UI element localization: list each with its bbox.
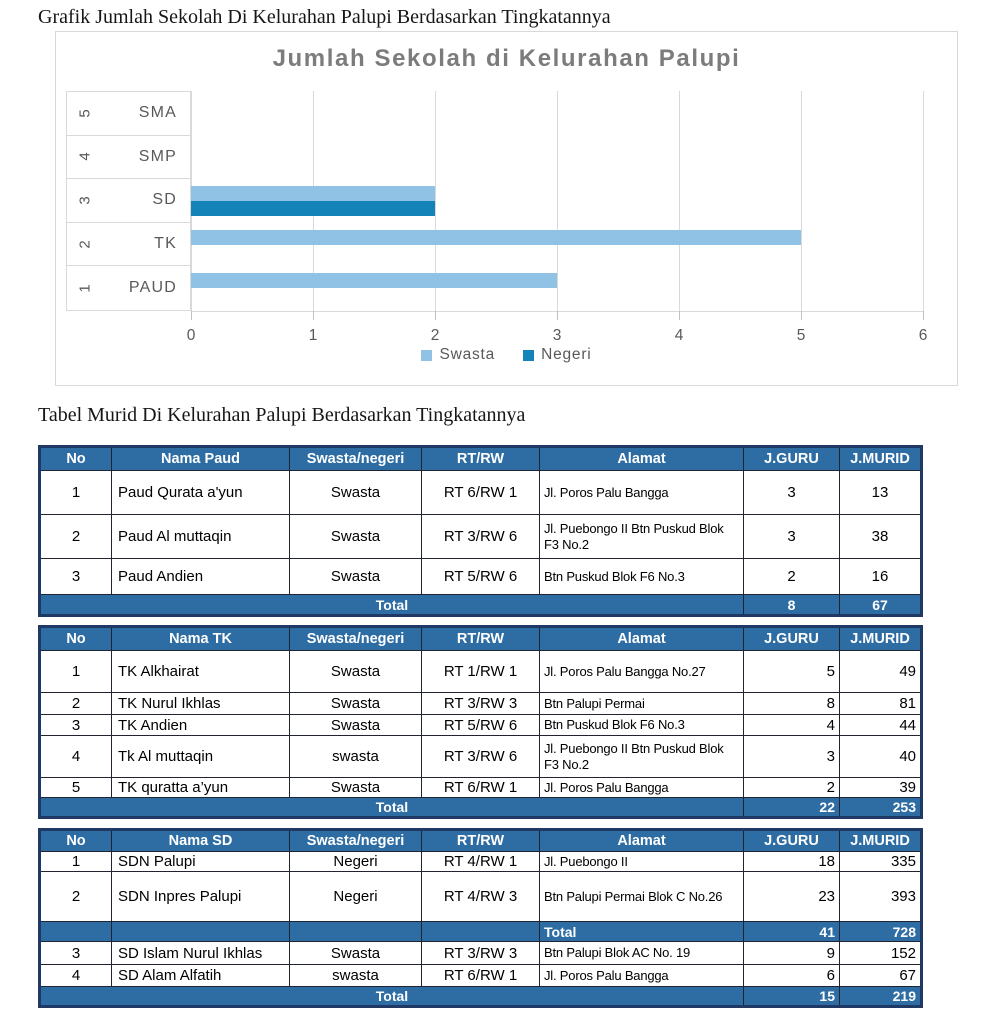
x-tick-label: 1 (308, 327, 318, 344)
header-row (40, 627, 922, 651)
legend-marker-negeri-icon (523, 350, 534, 361)
axis-tick-icon (801, 311, 802, 320)
x-tick-label: 3 (552, 327, 562, 344)
cell-status: Swasta (290, 715, 422, 736)
cell-nama: TK Alkhairat (112, 651, 290, 693)
cell-alamat: Btn Puskud Blok F6 No.3 (540, 715, 744, 736)
gridline (557, 91, 558, 311)
cell-murid: 152 (840, 942, 922, 965)
cell-guru: 2 (744, 559, 840, 595)
table-row (40, 715, 922, 736)
cell-nama: TK Andien (112, 715, 290, 736)
cell-guru: 3 (744, 515, 840, 559)
total-label: Total (40, 987, 744, 1007)
category-row (67, 92, 190, 136)
cell-guru: 3 (744, 736, 840, 778)
table-row (40, 515, 922, 559)
cell-murid: 335 (840, 852, 922, 872)
empty-cell (40, 922, 112, 942)
cell-alamat: Btn Palupi Permai (540, 693, 744, 715)
cell-no: 3 (40, 942, 112, 965)
cell-status: Swasta (290, 559, 422, 595)
cell-alamat: Btn Palupi Blok AC No. 19 (540, 942, 744, 965)
axis-tick-icon (557, 311, 558, 320)
total-row (40, 595, 922, 616)
x-axis-labels (186, 327, 928, 347)
total-guru: 8 (744, 595, 840, 616)
cell-no: 5 (40, 778, 112, 798)
x-tick-label: 0 (186, 327, 196, 344)
table-row (40, 942, 922, 965)
cell-murid: 16 (840, 559, 922, 595)
cell-rtrw: RT 3/RW 6 (422, 736, 540, 778)
cell-status: Swasta (290, 515, 422, 559)
total-murid: 219 (840, 987, 922, 1007)
category-index: 1 (76, 284, 94, 293)
legend-marker-swasta-icon (421, 350, 432, 361)
column-header: J.GURU (744, 830, 840, 852)
cell-alamat: Jl. Puebongo II Btn Puskud Blok F3 No.2 (540, 736, 744, 778)
cell-nama: Paud Al muttaqin (112, 515, 290, 559)
total-row (40, 798, 922, 818)
cell-no: 1 (40, 651, 112, 693)
cell-rtrw: RT 6/RW 1 (422, 471, 540, 515)
category-label: SD (152, 191, 177, 209)
cell-alamat: Btn Palupi Permai Blok C No.26 (540, 872, 744, 922)
cell-rtrw: RT 5/RW 6 (422, 559, 540, 595)
cell-no: 1 (40, 471, 112, 515)
cell-status: Swasta (290, 942, 422, 965)
x-tick-label: 4 (674, 327, 684, 344)
total-guru: 22 (744, 798, 840, 818)
cell-nama: SD Islam Nurul Ikhlas (112, 942, 290, 965)
cell-rtrw: RT 3/RW 3 (422, 693, 540, 715)
cell-rtrw: RT 1/RW 1 (422, 651, 540, 693)
table-row (40, 559, 922, 595)
axis-tick-icon (191, 311, 192, 320)
column-header: No (40, 830, 112, 852)
x-tick-label: 6 (918, 327, 928, 344)
total-guru: 15 (744, 987, 840, 1007)
column-header: RT/RW (422, 830, 540, 852)
table-row (40, 651, 922, 693)
cell-status: Negeri (290, 872, 422, 922)
total-murid: 728 (840, 922, 922, 942)
gridline (801, 91, 802, 311)
cell-rtrw: RT 6/RW 1 (422, 965, 540, 987)
table-row (40, 965, 922, 987)
axis-tick-icon (435, 311, 436, 320)
cell-rtrw: RT 6/RW 1 (422, 778, 540, 798)
paud-table (38, 445, 923, 617)
category-index: 4 (76, 152, 94, 162)
x-tick-label: 2 (430, 327, 440, 344)
cell-guru: 6 (744, 965, 840, 987)
cell-alamat: Btn Puskud Blok F6 No.3 (540, 559, 744, 595)
total-guru: 41 (744, 922, 840, 942)
cell-nama: SD Alam Alfatih (112, 965, 290, 987)
cell-rtrw: RT 3/RW 6 (422, 515, 540, 559)
total-murid: 253 (840, 798, 922, 818)
table-row (40, 778, 922, 798)
cell-nama: SDN Inpres Palupi (112, 872, 290, 922)
column-header: Alamat (540, 447, 744, 471)
bar-negeri-sd (191, 201, 435, 216)
category-index: 3 (76, 196, 94, 205)
cell-no: 3 (40, 715, 112, 736)
cell-guru: 9 (744, 942, 840, 965)
total-row (40, 987, 922, 1007)
x-tick-label: 5 (796, 327, 806, 344)
category-label: SMP (138, 147, 177, 165)
column-header: RT/RW (422, 627, 540, 651)
cell-guru: 23 (744, 872, 840, 922)
cell-status: Negeri (290, 852, 422, 872)
empty-cell (112, 922, 290, 942)
cell-guru: 5 (744, 651, 840, 693)
category-row (67, 179, 190, 223)
plot-area (191, 91, 923, 312)
column-header: No (40, 627, 112, 651)
cell-alamat: Jl. Puebongo II Btn Puskud Blok F3 No.2 (540, 515, 744, 559)
category-label: PAUD (128, 279, 177, 297)
cell-status: swasta (290, 736, 422, 778)
column-header: Nama TK (112, 627, 290, 651)
cell-rtrw: RT 4/RW 3 (422, 872, 540, 922)
table-row (40, 736, 922, 778)
table-row (40, 852, 922, 872)
cell-nama: TK Nurul Ikhlas (112, 693, 290, 715)
cell-status: swasta (290, 965, 422, 987)
column-header: No (40, 447, 112, 471)
header-row (40, 830, 922, 852)
bar-swasta-sd (191, 186, 435, 201)
cell-murid: 39 (840, 778, 922, 798)
chart-section-title: Grafik Jumlah Sekolah Di Kelurahan Palupi Berdasarkan Tingkatannya (38, 6, 611, 28)
cell-guru: 18 (744, 852, 840, 872)
tk-table (38, 625, 923, 819)
total-murid: 67 (840, 595, 922, 616)
axis-tick-icon (923, 311, 924, 320)
cell-murid: 49 (840, 651, 922, 693)
column-header: J.GURU (744, 447, 840, 471)
column-header: Swasta/negeri (290, 830, 422, 852)
column-header: J.MURID (840, 627, 922, 651)
total-label: Total (40, 595, 744, 616)
cell-murid: 81 (840, 693, 922, 715)
category-index: 2 (76, 239, 94, 249)
cell-murid: 393 (840, 872, 922, 922)
cell-alamat: Jl. Poros Palu Bangga (540, 471, 744, 515)
table-row (40, 693, 922, 715)
empty-cell (290, 922, 422, 942)
legend-label: Negeri (541, 346, 592, 363)
cell-no: 3 (40, 559, 112, 595)
category-label: SMA (138, 104, 177, 122)
cell-no: 2 (40, 872, 112, 922)
school-count-chart (55, 31, 958, 386)
cell-guru: 4 (744, 715, 840, 736)
column-header: Alamat (540, 830, 744, 852)
category-row (67, 136, 190, 180)
cell-no: 2 (40, 693, 112, 715)
total-label: Total (40, 798, 744, 818)
cell-rtrw: RT 4/RW 1 (422, 852, 540, 872)
cell-status: Swasta (290, 778, 422, 798)
cell-alamat: Jl. Puebongo II (540, 852, 744, 872)
chart-title: Jumlah Sekolah di Kelurahan Palupi (272, 45, 741, 72)
gridline (679, 91, 680, 311)
cell-nama: Paud Qurata a'yun (112, 471, 290, 515)
cell-no: 4 (40, 736, 112, 778)
cell-guru: 3 (744, 471, 840, 515)
header-row (40, 447, 922, 471)
sd-table (38, 828, 923, 1008)
cell-murid: 38 (840, 515, 922, 559)
cell-nama: Tk Al muttaqin (112, 736, 290, 778)
category-axis (66, 91, 191, 311)
category-row (67, 223, 190, 267)
cell-murid: 44 (840, 715, 922, 736)
cell-no: 2 (40, 515, 112, 559)
column-header: Alamat (540, 627, 744, 651)
legend-item (523, 346, 591, 364)
column-header: RT/RW (422, 447, 540, 471)
legend-label: Swasta (439, 346, 496, 363)
cell-status: Swasta (290, 693, 422, 715)
empty-cell (422, 922, 540, 942)
column-header: J.MURID (840, 447, 922, 471)
cell-alamat: Jl. Poros Palu Bangga (540, 778, 744, 798)
cell-guru: 2 (744, 778, 840, 798)
cell-nama: TK quratta a’yun (112, 778, 290, 798)
cell-guru: 8 (744, 693, 840, 715)
cell-status: Swasta (290, 471, 422, 515)
column-header: J.MURID (840, 830, 922, 852)
category-index: 5 (76, 109, 94, 118)
chart-legend (56, 346, 957, 364)
cell-nama: SDN Palupi (112, 852, 290, 872)
cell-rtrw: RT 5/RW 6 (422, 715, 540, 736)
cell-no: 4 (40, 965, 112, 987)
cell-rtrw: RT 3/RW 3 (422, 942, 540, 965)
column-header: Nama Paud (112, 447, 290, 471)
category-row (67, 266, 190, 310)
total-row (40, 922, 922, 942)
column-header: Swasta/negeri (290, 447, 422, 471)
gridline (923, 91, 924, 311)
axis-tick-icon (313, 311, 314, 320)
table-row (40, 471, 922, 515)
table-row (40, 872, 922, 922)
cell-status: Swasta (290, 651, 422, 693)
bar-swasta-tk (191, 230, 801, 245)
cell-murid: 67 (840, 965, 922, 987)
cell-no: 1 (40, 852, 112, 872)
legend-item (421, 346, 495, 364)
cell-alamat: Jl. Poros Palu Bangga No.27 (540, 651, 744, 693)
cell-murid: 13 (840, 471, 922, 515)
axis-tick-icon (679, 311, 680, 320)
bar-swasta-paud (191, 273, 557, 288)
table-section-title: Tabel Murid Di Kelurahan Palupi Berdasarkan Tingkatannya (38, 404, 526, 426)
cell-murid: 40 (840, 736, 922, 778)
category-label: TK (154, 235, 177, 253)
column-header: Swasta/negeri (290, 627, 422, 651)
total-label: Total (540, 922, 744, 942)
column-header: J.GURU (744, 627, 840, 651)
column-header: Nama SD (112, 830, 290, 852)
cell-alamat: Jl. Poros Palu Bangga (540, 965, 744, 987)
cell-nama: Paud Andien (112, 559, 290, 595)
